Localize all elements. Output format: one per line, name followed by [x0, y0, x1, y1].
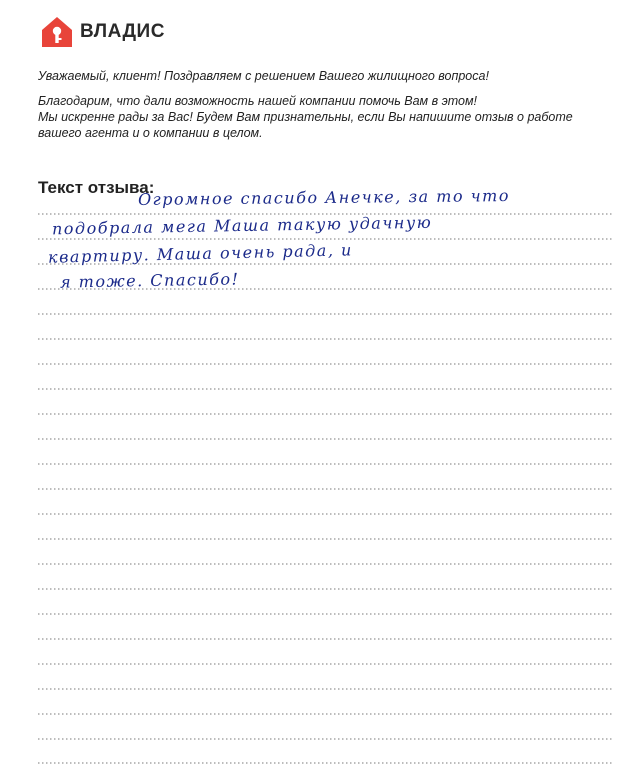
review-label: Текст отзыва:: [38, 178, 155, 197]
handwritten-line-3: квартиру. Маша очень рада, и: [47, 240, 354, 267]
brand-name: ВЛАДИС: [80, 21, 165, 42]
greeting: Уважаемый, клиент! Поздравляем с решением Вашего жилищного вопроса!: [38, 69, 489, 83]
handwritten-line-4: я тоже. Спасибо!: [59, 269, 240, 292]
intro-line-1: Благодарим, что дали возможность нашей компании помочь Вам в этом!: [38, 94, 478, 108]
handwritten-line-1: Огромное спасибо Анечке, за то что: [137, 186, 510, 209]
intro-line-2: Мы искренне рады за Вас! Будем Вам признательны, если Вы напишите отзыв о работе: [38, 110, 573, 124]
handwritten-line-2: подобрала мега Маша такую удачную: [51, 212, 433, 239]
intro-line-3: вашего агента и о компании в целом.: [38, 126, 263, 140]
